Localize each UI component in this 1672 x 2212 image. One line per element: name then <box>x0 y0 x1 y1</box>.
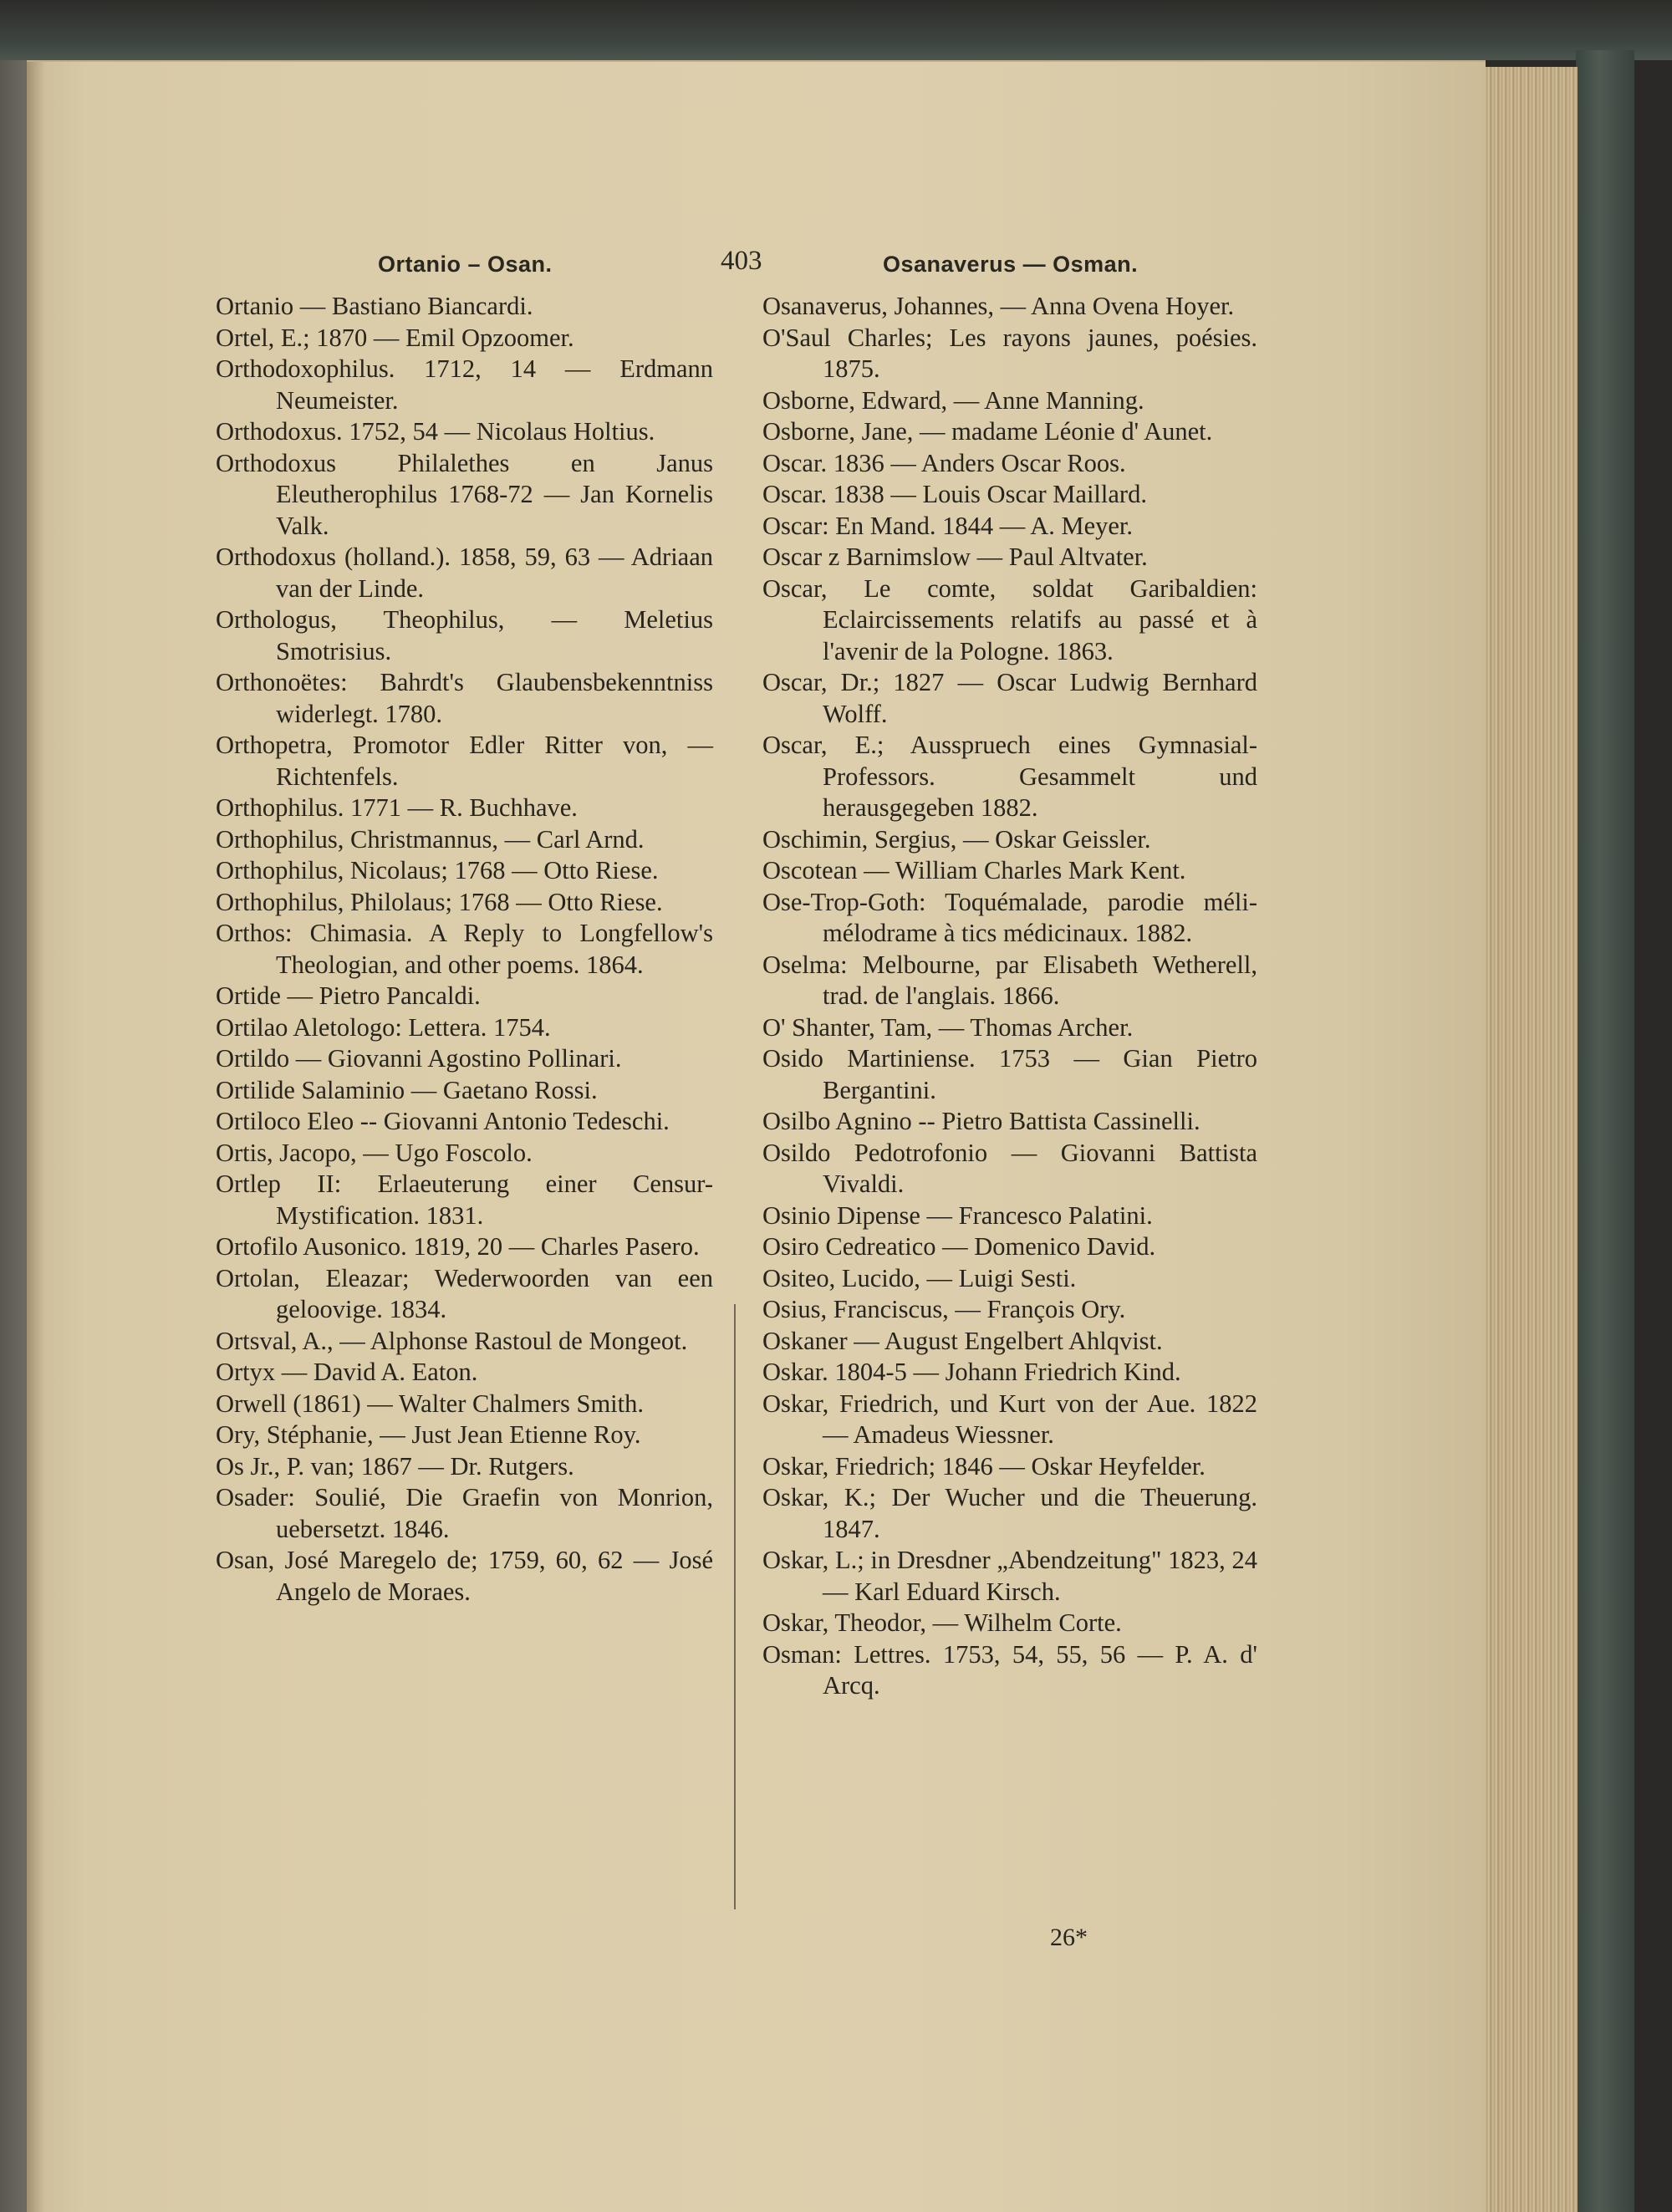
index-entry: Orthophilus. 1771 — R. Buchhave. <box>216 793 578 822</box>
right-column <box>762 291 1257 1702</box>
index-entry: Oscar z Barnimslow — Paul Altvater. <box>762 543 1148 571</box>
signature-mark: 26* <box>1050 1924 1088 1951</box>
index-entry: Ortel, E.; 1870 — Emil Opzoomer. <box>216 323 574 352</box>
index-entry: Oscar, Le comte, soldat Garibaldien: Eclaircissements relatifs au passé et à l'avenir de la Pologne. 1863. <box>762 573 1257 665</box>
column-divider <box>734 1304 736 1909</box>
index-entry: Ortlep II: Erlaeuterung einer Censur-Mystification. 1831. <box>216 1170 713 1230</box>
index-entry: Osborne, Edward, — Anne Manning. <box>762 385 1144 415</box>
book-cover-top <box>0 0 1672 60</box>
index-entry: Oskar. 1804-5 — Johann Friedrich Kind. <box>762 1358 1181 1386</box>
index-entry: Osinio Dipense — Francesco Palatini. <box>762 1200 1153 1230</box>
index-entry: Ory, Stéphanie, — Just Jean Etienne Roy. <box>216 1420 641 1449</box>
index-entry: Ortiloco Eleo -- Giovanni Antonio Tedeschi. <box>216 1107 670 1135</box>
index-entry: Ortildo — Giovanni Agostino Pollinari. <box>216 1044 622 1073</box>
index-entry: Oskar, Theodor, — Wilhelm Corte. <box>762 1608 1122 1637</box>
index-entry: Oschimin, Sergius, — Oskar Geissler. <box>762 824 1151 854</box>
index-entry: Oskar, Friedrich, und Kurt von der Aue. 1822 — Amadeus Wiessner. <box>762 1389 1257 1449</box>
index-entry: Oscar. 1836 — Anders Oscar Roos. <box>762 448 1126 477</box>
page-edges <box>1476 67 1578 2212</box>
index-entry: Osilbo Agnino -- Pietro Battista Cassinelli. <box>762 1107 1200 1135</box>
index-entry: Ortyx — David A. Eaton. <box>216 1358 478 1386</box>
index-entry: Ortilide Salaminio — Gaetano Rossi. <box>216 1075 598 1104</box>
right-running-head: Osanaverus — Osman. <box>883 252 1139 277</box>
left-running-head: Ortanio – Osan. <box>378 252 553 277</box>
index-entry: Oselma: Melbourne, par Elisabeth Wetherell, trad. de l'anglais. 1866. <box>762 950 1257 1010</box>
page-number: 403 <box>721 246 762 276</box>
index-entry: Osan, José Maregelo de; 1759, 60, 62 — José Angelo de Moraes. <box>216 1546 713 1606</box>
index-entry: Ortis, Jacopo, — Ugo Foscolo. <box>216 1138 533 1167</box>
index-entry: Osido Martiniense. 1753 — Gian Pietro Bergantini. <box>762 1044 1257 1104</box>
index-entry: Orthopetra, Promotor Edler Ritter von, — Richtenfels. <box>216 731 713 791</box>
index-entry: Osanaverus, Johannes, — Anna Ovena Hoyer. <box>762 292 1235 320</box>
index-entry: Ositeo, Lucido, — Luigi Sesti. <box>762 1263 1077 1292</box>
index-entry: Os Jr., P. van; 1867 — Dr. Rutgers. <box>216 1451 574 1481</box>
index-entry: Ortsval, A., — Alphonse Rastoul de Mongeot. <box>216 1326 688 1355</box>
left-column <box>216 291 713 1608</box>
index-entry: Orthologus, Theophilus, — Meletius Smotrisius. <box>216 605 713 665</box>
index-entry: Osborne, Jane, — madame Léonie d' Aunet. <box>762 417 1213 446</box>
index-entry: O' Shanter, Tam, — Thomas Archer. <box>762 1012 1134 1042</box>
index-entry: Orthophilus, Christmannus, — Carl Arnd. <box>216 824 645 854</box>
index-entry: Ortilao Aletologo: Lettera. 1754. <box>216 1012 551 1042</box>
index-entry: Orthodoxus (holland.). 1858, 59, 63 — Adriaan van der Linde. <box>216 543 713 603</box>
index-entry: Oscar, E.; Ausspruech eines Gymnasial-Professors. Gesammelt und herausgegeben 1882. <box>762 731 1257 822</box>
index-entry: Orthophilus, Philolaus; 1768 — Otto Riese. <box>216 887 663 916</box>
index-entry: O'Saul Charles; Les rayons jaunes, poésies. 1875. <box>762 323 1257 383</box>
index-entry: Oskar, L.; in Dresdner „Abendzeitung" 1823, 24 — Karl Eduard Kirsch. <box>762 1546 1257 1606</box>
index-entry: Oscar, Dr.; 1827 — Oscar Ludwig Bernhard Wolff. <box>762 668 1257 728</box>
index-entry: Oscar. 1838 — Louis Oscar Maillard. <box>762 480 1147 508</box>
index-entry: Ortolan, Eleazar; Wederwoorden van een geloovige. 1834. <box>216 1263 713 1323</box>
index-entry: Osius, Franciscus, — François Ory. <box>762 1295 1126 1323</box>
index-entry: Orthophilus, Nicolaus; 1768 — Otto Riese. <box>216 856 659 884</box>
index-entry: Osiro Cedreatico — Domenico David. <box>762 1232 1156 1261</box>
index-entry: Oskar, K.; Der Wucher und die Theuerung. 1847. <box>762 1483 1257 1543</box>
index-entry: Orthodoxophilus. 1712, 14 — Erdmann Neumeister. <box>216 354 713 415</box>
index-entry: Oskar, Friedrich; 1846 — Oskar Heyfelder. <box>762 1451 1206 1481</box>
index-entry: Ose-Trop-Goth: Toquémalade, parodie méli-mélodrame à tics médicinaux. 1882. <box>762 887 1257 947</box>
index-entry: Osildo Pedotrofonio — Giovanni Battista Vivaldi. <box>762 1138 1257 1198</box>
index-entry: Osman: Lettres. 1753, 54, 55, 56 — P. A. d' Arcq. <box>762 1639 1257 1700</box>
index-entry: Orthodoxus Philalethes en Janus Eleutherophilus 1768-72 — Jan Kornelis Valk. <box>216 448 713 540</box>
index-entry: Oskaner — August Engelbert Ahlqvist. <box>762 1326 1163 1355</box>
index-entry: Oscar: En Mand. 1844 — A. Meyer. <box>762 511 1134 540</box>
index-entry: Ortide — Pietro Pancaldi. <box>216 981 481 1010</box>
index-entry: Orthonoëtes: Bahrdt's Glaubensbekenntniss widerlegt. 1780. <box>216 668 713 728</box>
index-entry: Orthodoxus. 1752, 54 — Nicolaus Holtius. <box>216 417 655 446</box>
index-entry: Osader: Soulié, Die Graefin von Monrion, uebersetzt. 1846. <box>216 1483 713 1543</box>
index-entry: Orthos: Chimasia. A Reply to Longfellow's Theologian, and other poems. 1864. <box>216 919 713 979</box>
book-cover-edge <box>1576 50 1634 2212</box>
index-entry: Oscotean — William Charles Mark Kent. <box>762 856 1186 884</box>
index-entry: Ortofilo Ausonico. 1819, 20 — Charles Pasero. <box>216 1232 700 1261</box>
index-entry: Ortanio — Bastiano Biancardi. <box>216 292 533 320</box>
index-entry: Orwell (1861) — Walter Chalmers Smith. <box>216 1389 645 1418</box>
